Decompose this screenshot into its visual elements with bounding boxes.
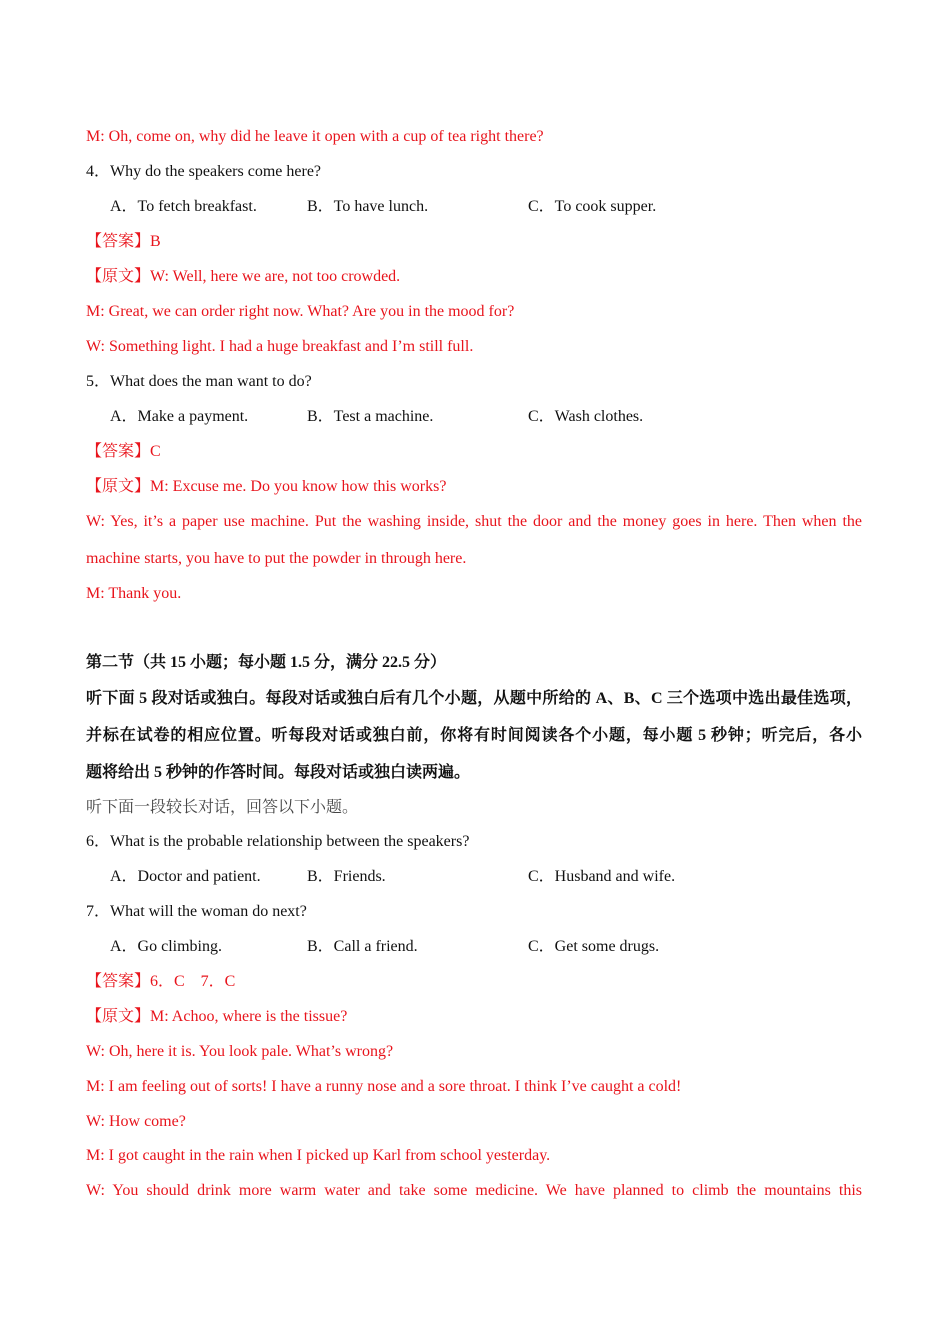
transcript-line: M: Oh, come on, why did he leave it open with a cup of tea right there? [86, 128, 544, 145]
q6-7-transcript-line: M: I got caught in the rain when I picked up Karl from school yesterday. [86, 1147, 551, 1164]
q4-option-c: C．To cook supper. [528, 198, 657, 215]
q6-7-answer: 【答案】6．C 7．C [86, 973, 236, 990]
q5-transcript-line: 【原文】M: Excuse me. Do you know how this works? [86, 478, 447, 495]
question-4: 4．Why do the speakers come here? [86, 163, 322, 180]
question-5: 5．What does the man want to do? [86, 373, 312, 390]
q5-option-c: C．Wash clothes. [528, 408, 644, 425]
q6-7-transcript-line: M: I am feeling out of sorts! I have a runny nose and a sore throat. I think I’ve caught a cold! [86, 1078, 682, 1095]
q6-option-c: C．Husband and wife. [528, 868, 676, 885]
q5-transcript-line: W: Yes, it’s a paper use machine. Put the washing inside, shut the door and the money goes in here. Then when the [86, 513, 862, 530]
q6-7-transcript-line: W: You should drink more warm water and take some medicine. We have planned to climb the mountains this [86, 1182, 862, 1199]
section-instruction: 题将给出 5 秒钟的作答时间。每段对话或独白读两遍。 [86, 764, 471, 781]
q6-7-transcript-line: W: Oh, here it is. You look pale. What’s wrong? [86, 1043, 394, 1060]
q4-transcript-line: W: Something light. I had a huge breakfast and I’m still full. [86, 338, 474, 355]
sub-instruction: 听下面一段较长对话，回答以下小题。 [86, 799, 359, 816]
question-7: 7．What will the woman do next? [86, 903, 307, 920]
q7-option-c: C．Get some drugs. [528, 938, 660, 955]
q5-option-a: A．Make a payment. [110, 408, 249, 425]
q7-option-b: B．Call a friend. [307, 938, 418, 955]
q4-transcript-line: 【原文】W: Well, here we are, not too crowded. [86, 268, 401, 285]
q6-option-b: B．Friends. [307, 868, 386, 885]
q4-option-b: B．To have lunch. [307, 198, 429, 215]
q5-transcript-line: machine starts, you have to put the powder in through here. [86, 550, 467, 567]
question-6: 6．What is the probable relationship between the speakers? [86, 833, 470, 850]
q5-option-b: B．Test a machine. [307, 408, 434, 425]
q6-7-transcript-line: W: How come? [86, 1113, 186, 1130]
section-instruction: 听下面 5 段对话或独白。每段对话或独白后有几个小题，从题中所给的 A、B、C 三个选项中选出最佳选项， [86, 690, 862, 707]
q7-option-a: A．Go climbing. [110, 938, 222, 955]
q5-transcript-line: M: Thank you. [86, 585, 182, 602]
section-instruction: 并标在试卷的相应位置。听每段对话或独白前，你将有时间阅读各个小题，每小题 5 秒钟；听完后，各小 [86, 727, 862, 744]
q6-option-a: A．Doctor and patient. [110, 868, 261, 885]
q4-option-a: A．To fetch breakfast. [110, 198, 257, 215]
q6-7-transcript-line: 【原文】M: Achoo, where is the tissue? [86, 1008, 348, 1025]
q5-answer: 【答案】C [86, 443, 161, 460]
q4-answer: 【答案】B [86, 233, 161, 250]
q4-transcript-line: M: Great, we can order right now. What? Are you in the mood for? [86, 303, 515, 320]
section-heading: 第二节（共 15 小题；每小题 1.5 分，满分 22.5 分） [86, 654, 447, 671]
